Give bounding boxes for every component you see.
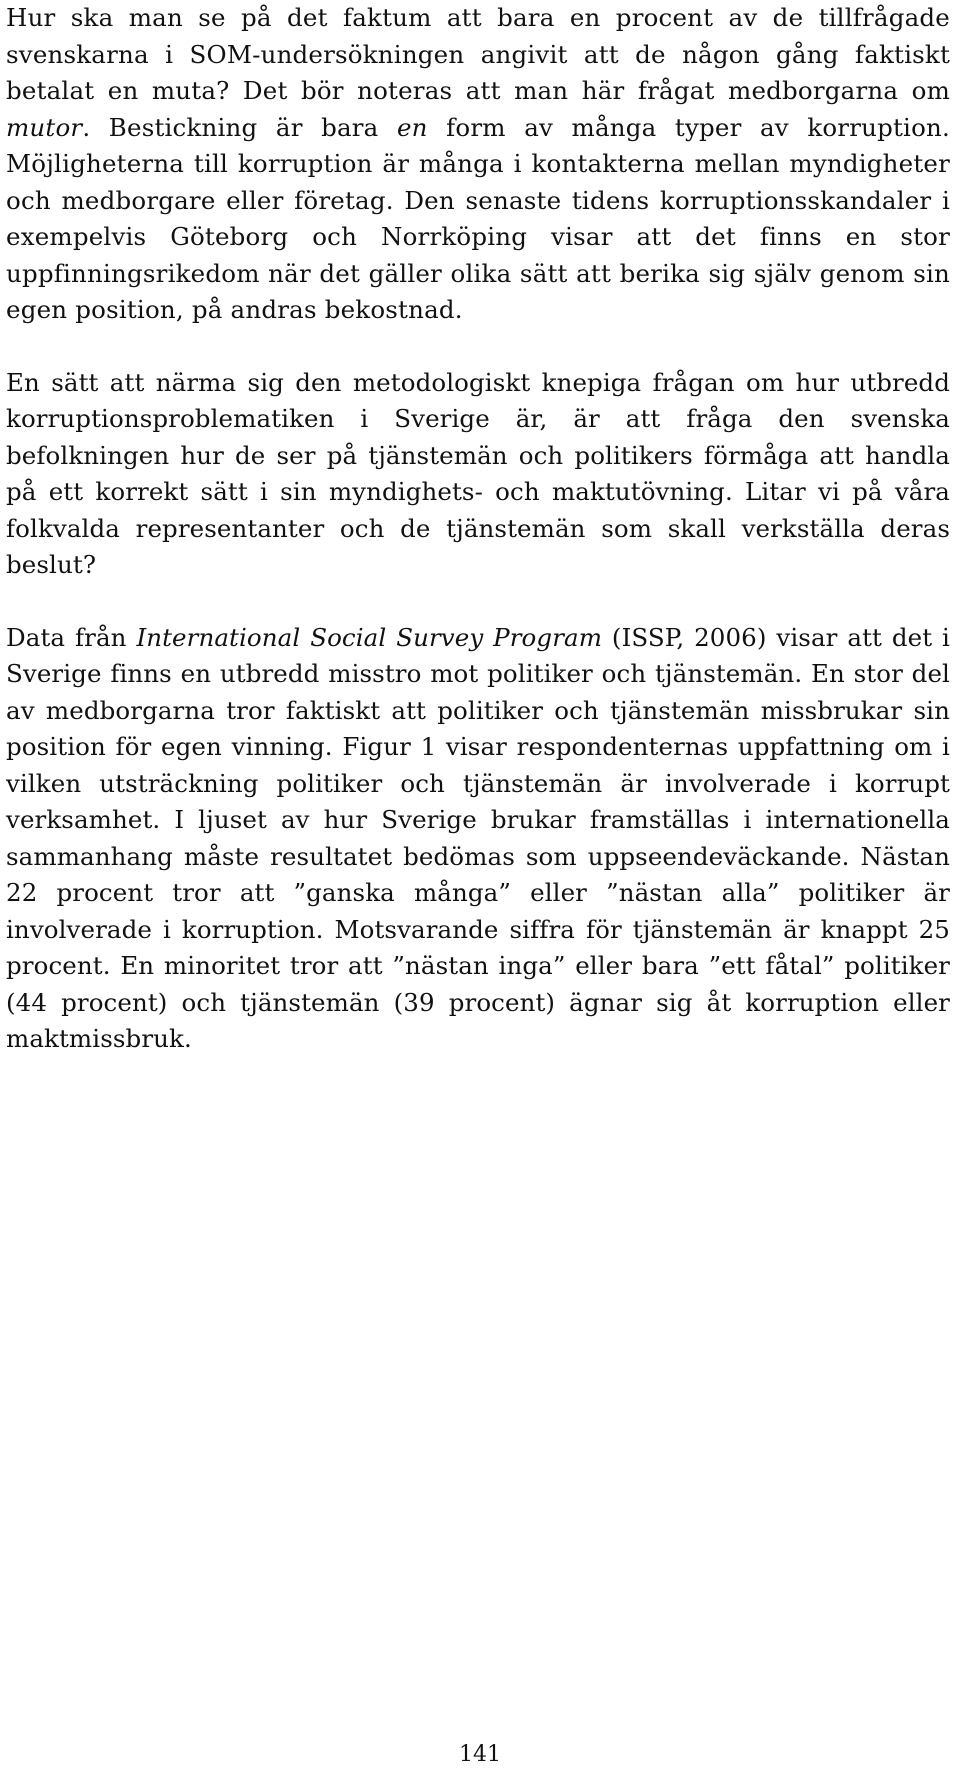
paragraph-text: . Bestickning är bara bbox=[82, 112, 397, 142]
page-number: 141 bbox=[459, 1742, 501, 1767]
italic-text: International Social Survey Program bbox=[136, 622, 603, 652]
paragraph-text: Hur ska man se på det faktum att bara en procent av de tillfrågade svenskarna i SOM-undersökningen angivit att de någon gång faktiskt betalat en muta? Det bör noteras att man här frågat medborgarna om bbox=[6, 3, 950, 105]
paragraph-bribery bbox=[6, 0, 950, 329]
paragraph-issp-data bbox=[6, 620, 950, 1058]
paragraph-text: (ISSP, 2006) visar att det i Sverige finns en utbredd misstro mot politiker och tjänstemän. En stor del av medborgarna tror faktiskt att politiker och tjänstemän missbrukar sin position för egen vinning. Figur 1 visar respondenternas uppfattning om i vilken utsträckning politiker och tjänstemän är involverade i korrupt verksamhet. I ljuset av hur Sverige brukar framställas i internationella sammanhang måste resultatet bedömas som uppseendeväckande. Nästan 22 procent tror att ”ganska många” eller ”nästan alla” politiker är involverade i korruption. Motsvarande siffra för tjänstemän är knappt 25 procent. En minoritet tror att ”nästan inga” eller bara ”ett fåtal” politiker (44 procent) och tjänstemän (39 procent) ägnar sig åt korruption eller maktmissbruk. bbox=[6, 622, 950, 1053]
italic-text: mutor bbox=[6, 112, 83, 142]
italic-text: en bbox=[396, 112, 428, 142]
document-page bbox=[6, 0, 950, 1058]
paragraph-text: Data från bbox=[6, 622, 137, 652]
paragraph-text: En sätt att närma sig den metodologiskt knepiga frågan om hur utbredd korruptionsproblematiken i Sverige är, är att fråga den svenska befolkningen hur de ser på tjänstemän och politikers förmåga att handla på ett korrekt sätt i sin myndighets- och maktutövning. Litar vi på våra folkvalda representanter och de tjänstemän som skall verkställa deras beslut? bbox=[6, 367, 950, 579]
paragraph-text: form av många typer av korruption. Möjligheterna till korruption är många i kontakterna mellan myndigheter och medborgare eller företag. Den senaste tidens korruptionsskandaler i exempelvis Göteborg och Norrköping visar att det finns en stor uppfinningsrikedom när det gäller olika sätt att berika sig själv genom sin egen position, på andras bekostnad. bbox=[6, 112, 950, 324]
paragraph-method bbox=[6, 365, 950, 584]
